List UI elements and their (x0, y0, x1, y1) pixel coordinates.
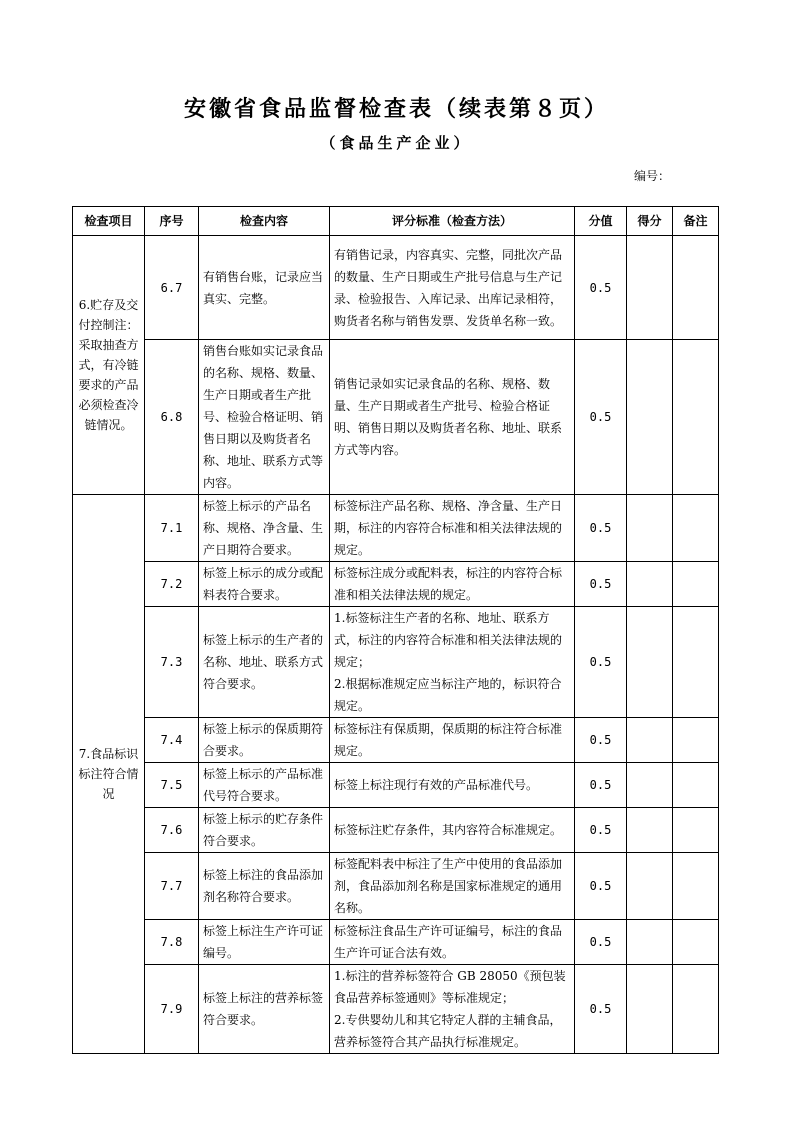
remark-cell[interactable] (673, 718, 719, 763)
remark-cell[interactable] (673, 853, 719, 920)
remark-cell[interactable] (673, 965, 719, 1054)
obtained-score-cell[interactable] (627, 763, 673, 808)
content-cell: 标签上标注的营养标签符合要求。 (199, 965, 330, 1054)
table-row (73, 607, 719, 718)
content-cell: 标签上标示的贮存条件符合要求。 (199, 808, 330, 853)
obtained-score-cell[interactable] (627, 607, 673, 718)
standard-cell: 销售记录如实记录食品的名称、规格、数量、生产日期或者生产批号、检验合格证明、销售日期以及购货者名称、地址、联系方式等内容。 (330, 340, 575, 495)
seq-cell: 6.8 (145, 340, 199, 495)
standard-cell: 标签标注成分或配料表，标注的内容符合标准和相关法律法规的规定。 (330, 562, 575, 607)
obtained-score-cell[interactable] (627, 340, 673, 495)
check-item-cell: 7.食品标识标注符合情况 (73, 495, 145, 1054)
seq-cell: 7.9 (145, 965, 199, 1054)
seq-cell: 7.1 (145, 495, 199, 562)
seq-cell: 6.7 (145, 236, 199, 340)
content-cell: 销售台账如实记录食品的名称、规格、数量、生产日期或者生产批号、检验合格证明、销售日期以及购货者名称、地址、联系方式等内容。 (199, 340, 330, 495)
score-cell: 0.5 (575, 607, 627, 718)
page-subtitle: （食品生产企业） (320, 134, 473, 152)
score-cell: 0.5 (575, 808, 627, 853)
content-cell: 标签上标示的保质期符合要求。 (199, 718, 330, 763)
seq-cell: 7.2 (145, 562, 199, 607)
content-cell: 有销售台账，记录应当真实、完整。 (199, 236, 330, 340)
remark-cell[interactable] (673, 236, 719, 340)
column-header: 序号 (145, 207, 199, 236)
content-cell: 标签上标示的产品名称、规格、净含量、生产日期符合要求。 (199, 495, 330, 562)
standard-cell: 标签上标注现行有效的产品标准代号。 (330, 763, 575, 808)
obtained-score-cell[interactable] (627, 495, 673, 562)
remark-cell[interactable] (673, 808, 719, 853)
score-cell: 0.5 (575, 340, 627, 495)
standard-cell: 1.标注的营养标签符合 GB 28050《预包装食品营养标签通则》等标准规定； 2.专供婴幼儿和其它特定人群的主辅食品，营养标签符合其产品执行标准规定。 (330, 965, 575, 1054)
standard-cell: 1.标签标注生产者的名称、地址、联系方式，标注的内容符合标准和相关法律法规的规定； 2.根据标准规定应当标注产地的，标识符合规定。 (330, 607, 575, 718)
obtained-score-cell[interactable] (627, 920, 673, 965)
content-cell: 标签上标示的成分或配料表符合要求。 (199, 562, 330, 607)
column-header: 备注 (673, 207, 719, 236)
score-cell: 0.5 (575, 562, 627, 607)
content-cell: 标签上标注的食品添加剂名称符合要求。 (199, 853, 330, 920)
seq-cell: 7.8 (145, 920, 199, 965)
column-header: 评分标准（检查方法） (330, 207, 575, 236)
score-cell: 0.5 (575, 495, 627, 562)
table-row (73, 562, 719, 607)
standard-cell: 标签标注贮存条件，其内容符合标准规定。 (330, 808, 575, 853)
content-cell: 标签上标示的生产者的名称、地址、联系方式符合要求。 (199, 607, 330, 718)
score-cell: 0.5 (575, 853, 627, 920)
number-label: 编号： (634, 169, 671, 183)
obtained-score-cell[interactable] (627, 718, 673, 763)
obtained-score-cell[interactable] (627, 562, 673, 607)
remark-cell[interactable] (673, 495, 719, 562)
standard-cell: 标签标注有保质期，保质期的标注符合标准规定。 (330, 718, 575, 763)
score-cell: 0.5 (575, 236, 627, 340)
obtained-score-cell[interactable] (627, 236, 673, 340)
table-row (73, 808, 719, 853)
column-header: 分值 (575, 207, 627, 236)
seq-cell: 7.4 (145, 718, 199, 763)
score-cell: 0.5 (575, 763, 627, 808)
check-item-cell: 6.贮存及交付控制注：采取抽查方式，有冷链要求的产品必须检查冷链情况。 (73, 236, 145, 495)
table-row (73, 495, 719, 562)
table-row (73, 965, 719, 1054)
content-cell: 标签上标示的产品标准代号符合要求。 (199, 763, 330, 808)
page-title: 安徽省食品监督检查表（续表第８页） (183, 97, 609, 122)
obtained-score-cell[interactable] (627, 808, 673, 853)
remark-cell[interactable] (673, 562, 719, 607)
standard-cell: 标签标注食品生产许可证编号，标注的食品生产许可证合法有效。 (330, 920, 575, 965)
column-header: 得分 (627, 207, 673, 236)
table-row (73, 920, 719, 965)
seq-cell: 7.7 (145, 853, 199, 920)
standard-cell: 标签标注产品名称、规格、净含量、生产日期，标注的内容符合标准和相关法律法规的规定。 (330, 495, 575, 562)
standard-cell: 标签配料表中标注了生产中使用的食品添加剂，食品添加剂名称是国家标准规定的通用名称。 (330, 853, 575, 920)
table-row (73, 763, 719, 808)
seq-cell: 7.6 (145, 808, 199, 853)
obtained-score-cell[interactable] (627, 853, 673, 920)
remark-cell[interactable] (673, 763, 719, 808)
inspection-table (72, 206, 719, 1054)
seq-cell: 7.5 (145, 763, 199, 808)
score-cell: 0.5 (575, 920, 627, 965)
table-row (73, 718, 719, 763)
score-cell: 0.5 (575, 965, 627, 1054)
seq-cell: 7.3 (145, 607, 199, 718)
score-cell: 0.5 (575, 718, 627, 763)
column-header: 检查内容 (199, 207, 330, 236)
content-cell: 标签上标注生产许可证编号。 (199, 920, 330, 965)
remark-cell[interactable] (673, 920, 719, 965)
table-row (73, 853, 719, 920)
table-row (73, 236, 719, 340)
remark-cell[interactable] (673, 607, 719, 718)
obtained-score-cell[interactable] (627, 965, 673, 1054)
standard-cell: 有销售记录，内容真实、完整，同批次产品的数量、生产日期或生产批号信息与生产记录、检验报告、入库记录、出库记录相符，购货者名称与销售发票、发货单名称一致。 (330, 236, 575, 340)
remark-cell[interactable] (673, 340, 719, 495)
table-header-row (73, 207, 719, 236)
table-row (73, 340, 719, 495)
column-header: 检查项目 (73, 207, 145, 236)
